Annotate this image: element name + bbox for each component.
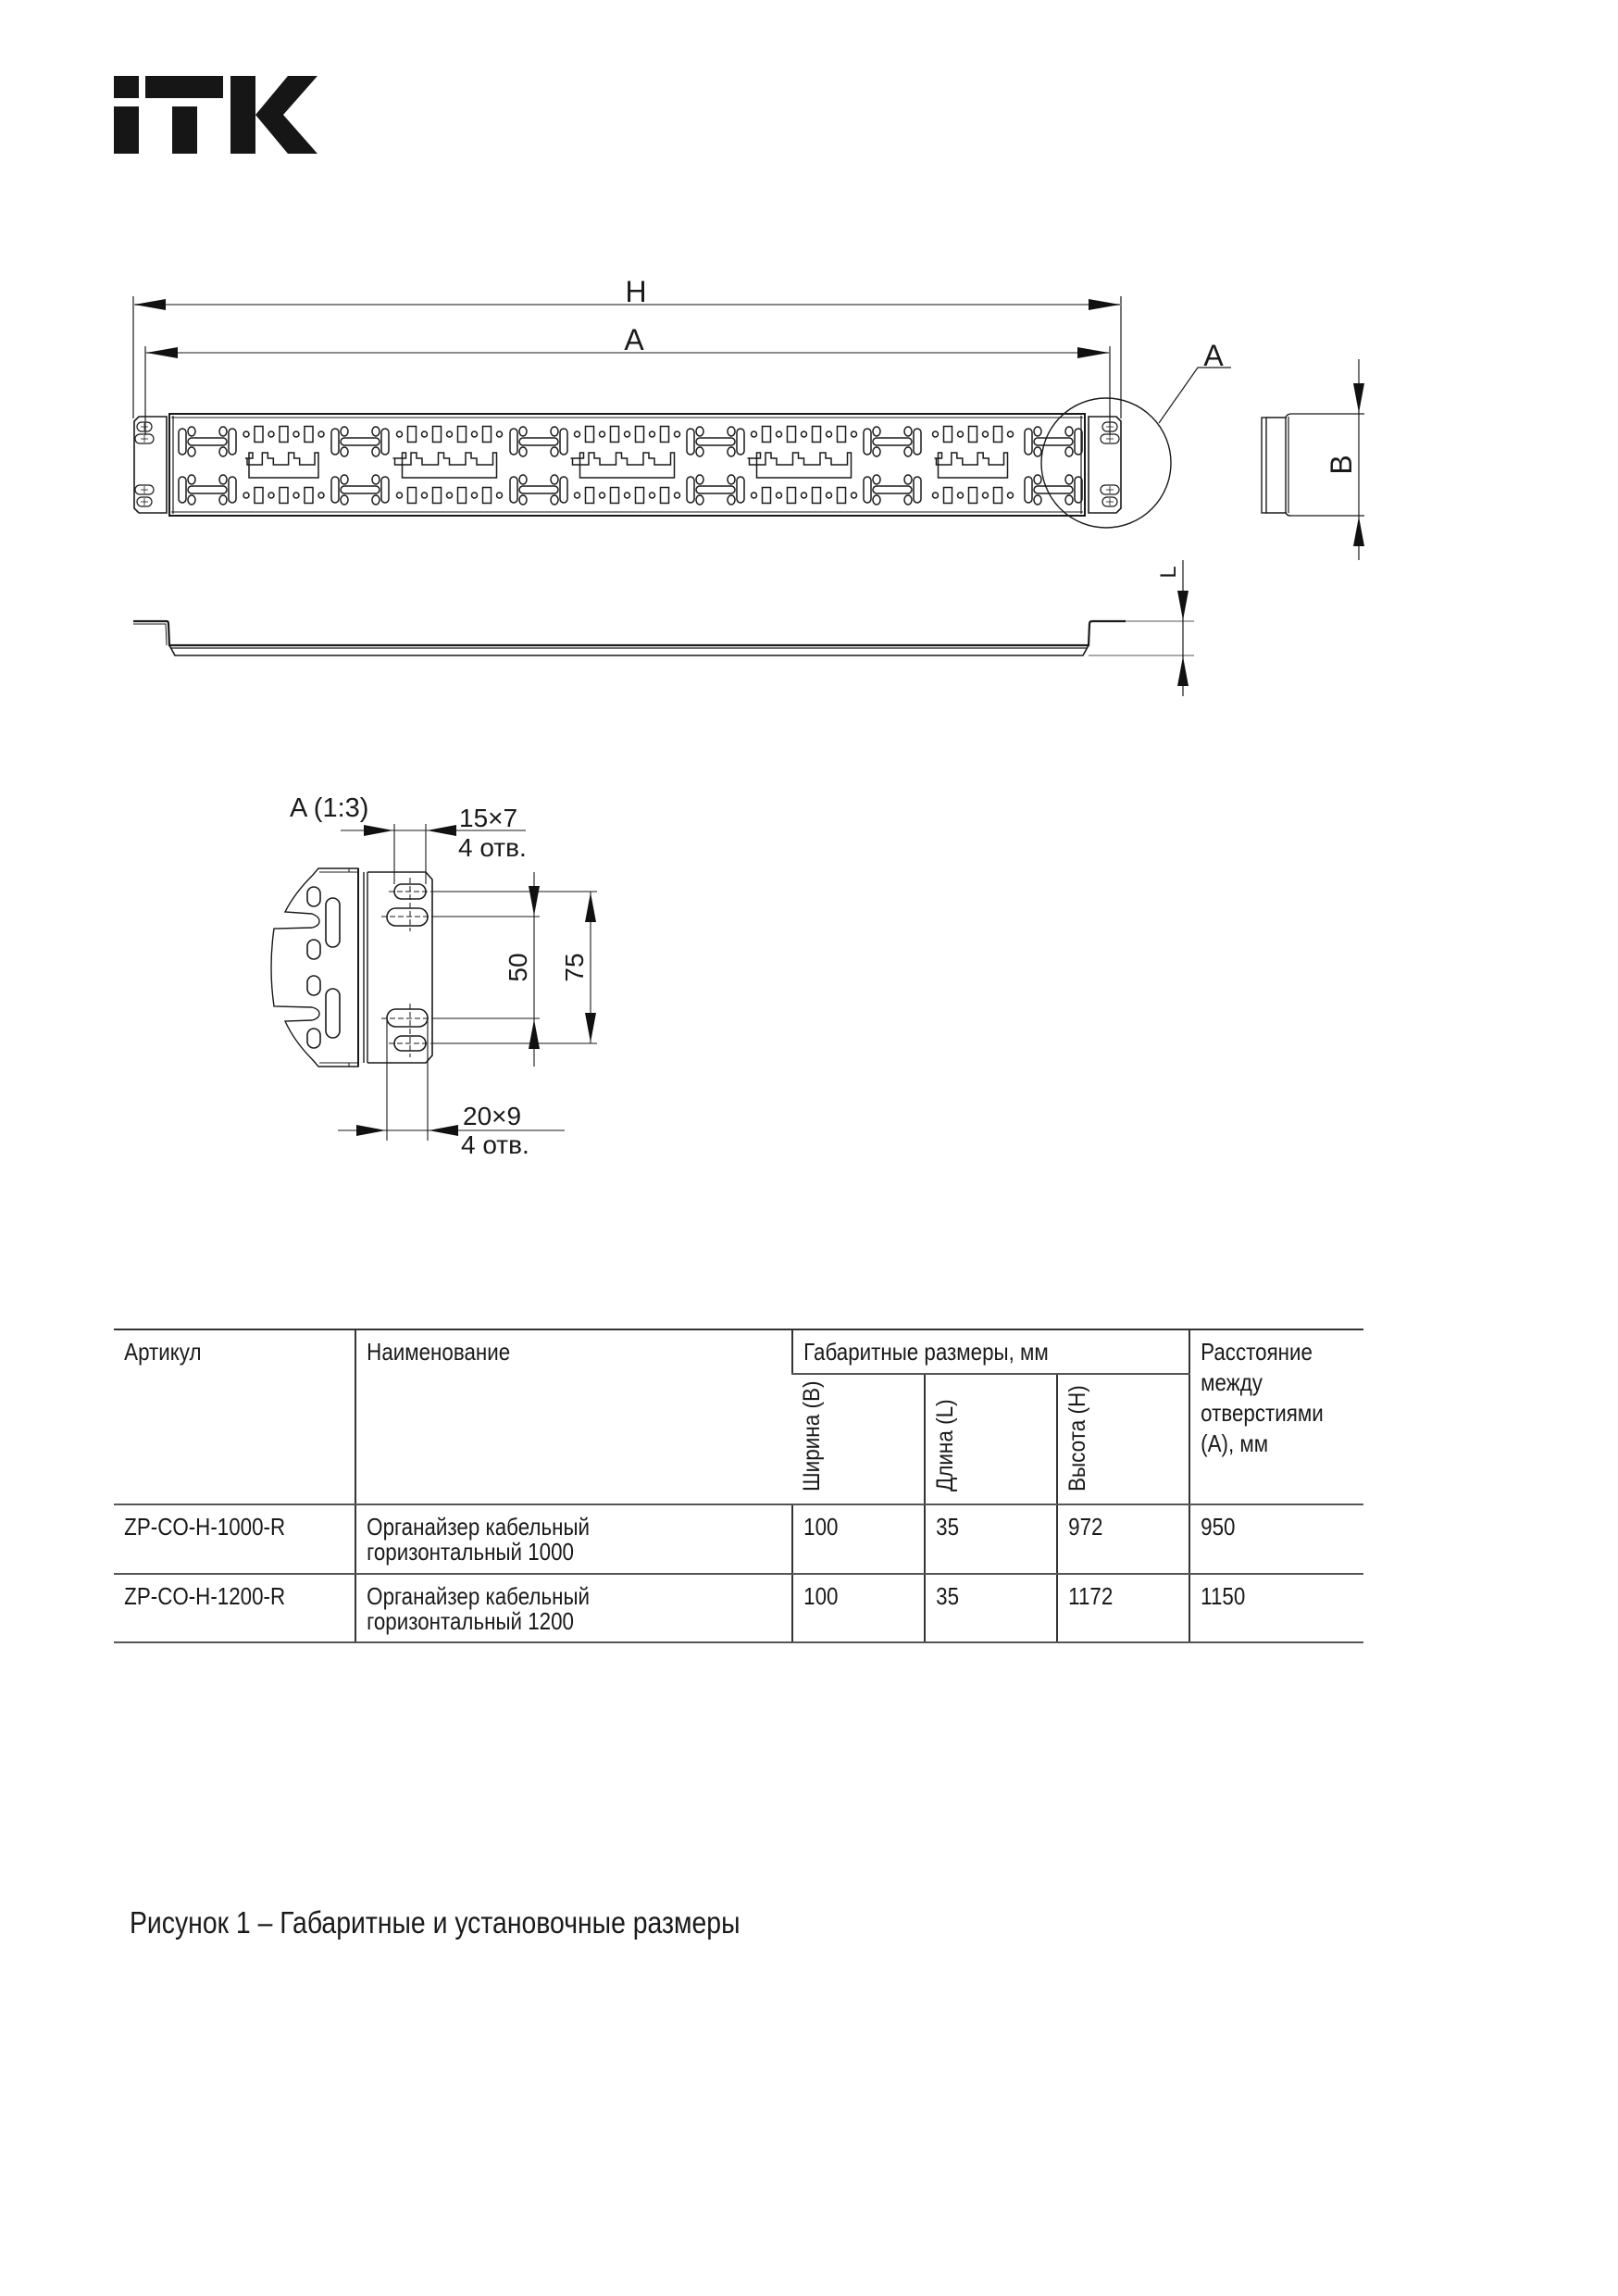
header-name: Наименование (355, 1329, 792, 1504)
cell-hole-distance: 950 (1189, 1504, 1363, 1574)
hole-large-size: 20×9 (463, 1102, 522, 1130)
callout-a-label: A (1203, 339, 1224, 372)
dim-h-arrow-left (134, 299, 166, 310)
table-row (114, 1504, 1363, 1574)
table-header-row (114, 1329, 1363, 1374)
cell-name: Органайзер кабельный горизонтальный 1000 (355, 1504, 792, 1574)
cell-name: Органайзер кабельный горизонтальный 1200 (355, 1574, 792, 1642)
cell-width: 100 (792, 1504, 925, 1574)
header-height: Высота (H) (1057, 1374, 1189, 1504)
h-slot-group (1025, 427, 1082, 505)
h-slot-group (510, 427, 567, 505)
dim-a-label: A (624, 323, 644, 356)
h-slot-group (331, 427, 389, 505)
cell-width: 100 (792, 1574, 925, 1642)
dim-h-arrow-right (1089, 299, 1120, 310)
dim-b-arrow-top (1353, 383, 1364, 413)
front-view (133, 296, 1231, 528)
dim-a-arrow-left (146, 347, 178, 358)
dim-l-arrow-top (1177, 591, 1189, 620)
dim-50-label: 50 (504, 953, 532, 982)
dim-l-arrow-bottom (1177, 656, 1189, 686)
cell-height: 972 (1057, 1504, 1189, 1574)
comb-slot-group (393, 427, 503, 504)
comb-slot-group (933, 427, 1014, 504)
cell-hole-distance: 1150 (1189, 1574, 1363, 1642)
header-length: Длина (L) (925, 1374, 1057, 1504)
specification-table (114, 1329, 1363, 1643)
dim-l-label: L (1156, 566, 1181, 579)
dim-a-arrow-right (1077, 347, 1109, 358)
table-row (114, 1574, 1363, 1642)
cell-height: 1172 (1057, 1574, 1189, 1642)
profile-view (133, 560, 1194, 696)
dim-75-label: 75 (560, 953, 589, 982)
cell-article: ZP-CO-H-1200-R (114, 1574, 355, 1642)
header-width: Ширина (B) (792, 1374, 925, 1504)
dim-b-label: B (1325, 455, 1358, 475)
header-hole-distance: Расстояние между отверстиями (А), мм (1189, 1329, 1363, 1504)
detail-view-a (271, 824, 597, 1141)
h-slot-group (179, 427, 236, 505)
header-dimensions-group: Габаритные размеры, мм (792, 1329, 1189, 1374)
h-slot-group (864, 427, 921, 505)
detail-callout-leader (1159, 368, 1231, 423)
dim-h-label: H (625, 275, 647, 308)
hole-small-size: 15×7 (459, 804, 518, 832)
cell-length: 35 (925, 1504, 1057, 1574)
dim-b-arrow-bottom (1353, 517, 1364, 546)
hole-large-count: 4 отв. (461, 1130, 529, 1159)
comb-slot-group (243, 427, 324, 504)
header-article: Артикул (114, 1329, 355, 1504)
cell-article: ZP-CO-H-1000-R (114, 1504, 355, 1574)
comb-slot-group (748, 427, 857, 504)
hole-small-count: 4 отв. (458, 833, 527, 862)
cell-length: 35 (925, 1574, 1057, 1642)
detail-a-title: A (1:3) (290, 793, 369, 823)
comb-slot-group (571, 427, 680, 504)
figure-caption: Рисунок 1 – Габаритные и установочные размеры (130, 1905, 741, 1940)
h-slot-group (687, 427, 744, 505)
